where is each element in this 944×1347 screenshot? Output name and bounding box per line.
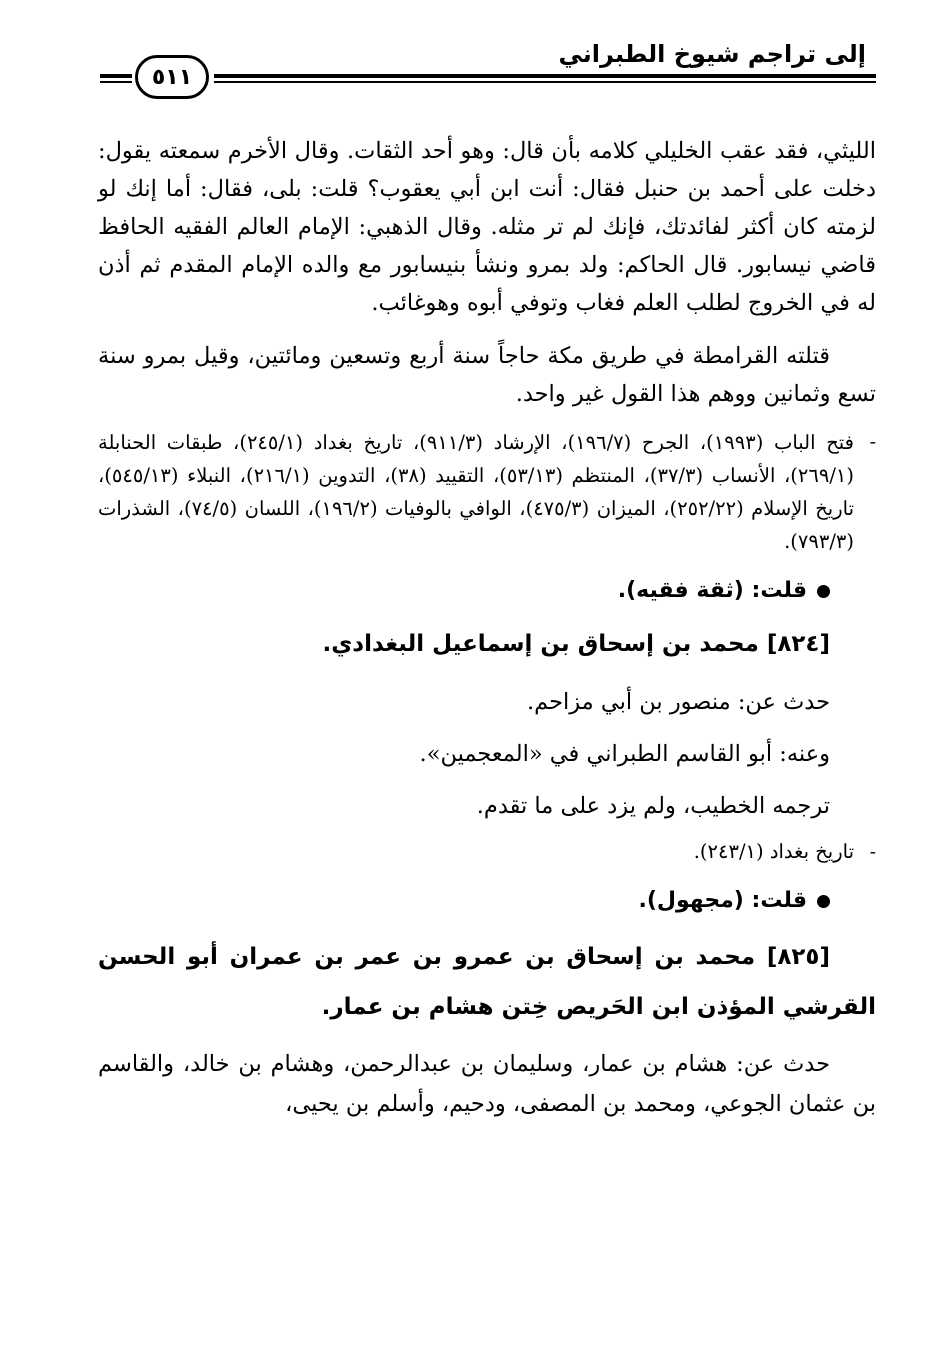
sources-block-824 (98, 832, 876, 872)
verdict-text: قلت: (مجهول). (638, 888, 807, 913)
entry-824-narrated-from: حدث عن: منصور بن أبي مزاحم. (526, 689, 830, 715)
sources-dash: - (869, 841, 876, 863)
verdict-text: قلت: (ثقة فقيه). (617, 578, 807, 603)
entry-824-note: ترجمه الخطيب، ولم يزد على ما تقدم. (476, 793, 830, 819)
verdict-line (98, 876, 876, 926)
page-number (135, 55, 209, 99)
sources-dash: - (869, 431, 876, 453)
header-rule-top (214, 74, 876, 78)
header-rule-left-bottom (100, 81, 132, 83)
sources-block (98, 426, 876, 558)
entry-824-narrators: وعنه: أبو القاسم الطبراني في «المعجمين». (419, 741, 830, 767)
header-rule-left-top (100, 74, 132, 78)
page-header (0, 0, 944, 120)
bullet-icon (817, 895, 830, 908)
paragraph-biography: الليثي، فقد عقب الخليلي كلامه بأن قال: وهو أحد الثقات. وقال الأخرم سمعته يقول: دخلت على أحمد بن حنبل فقال: أنت ابن أبي يعقوب؟ قلت: بلى، فقال: أما إنك لو لزمته كان أكثر لفائدتك، فإنك لم تر مثله. وقال الذهبي: الإمام العالم الفقيه الحافظ قاضي نيسابور. قال الحاكم: ولد بمرو ونشأ بنيسابور مع والده الإمام المقدم ثم أذن له في الخروج لطلب العلم فغاب وتوفي أبوه وهوغائب. (98, 138, 876, 316)
entry-heading-825: [٨٢٥] محمد بن إسحاق بن عمرو بن عمر بن عمران أبو الحسن القرشي المؤذن ابن الحَريص خِتن هشام بن عمار. (98, 944, 876, 1020)
running-title: إلى تراجم شيوخ الطبراني (558, 40, 866, 68)
page-number-text: ٥١١ (151, 64, 193, 90)
page-body (98, 132, 876, 1124)
paragraph-death: قتلته القرامطة في طريق مكة حاجاً سنة أربع وتسعين ومائتين، وقيل بمرو سنة تسع وثمانين ووهم هذا القول غير واحد. (98, 343, 876, 407)
sources-list: تاريخ بغداد (٢٤٣/١). (693, 840, 854, 863)
verdict-line (98, 566, 876, 616)
bullet-icon (817, 585, 830, 598)
header-rule-bottom (214, 81, 876, 83)
entry-825-narrated-from: حدث عن: هشام بن عمار، وسليمان بن عبدالرحمن، وهشام بن خالد، والقاسم بن عثمان الجوعي، ومحمد بن المصفى، ودحيم، وأسلم بن يحيى، (98, 1051, 876, 1117)
entry-heading-824: [٨٢٤] محمد بن إسحاق بن إسماعيل البغدادي. (322, 631, 830, 657)
sources-list: فتح الباب (١٩٩٣)، الجرح (١٩٦/٧)، الإرشاد (٩١١/٣)، تاريخ بغداد (٢٤٥/١)، طبقات الحنابلة (٢٦٩/١)، الأنساب (٣٧/٣)، المنتظم (٥٣/١٣)، التقييد (٣٨)، التدوين (٢١٦/١)، النبلاء (٥٤٥/١٣)، تاريخ الإسلام (٢٥٢/٢٢)، الميزان (٤٧٥/٣)، الوافي بالوفيات (١٩٦/٢)، اللسان (٧٤/٥)، الشذرات (٧٩٣/٣). (98, 431, 855, 553)
